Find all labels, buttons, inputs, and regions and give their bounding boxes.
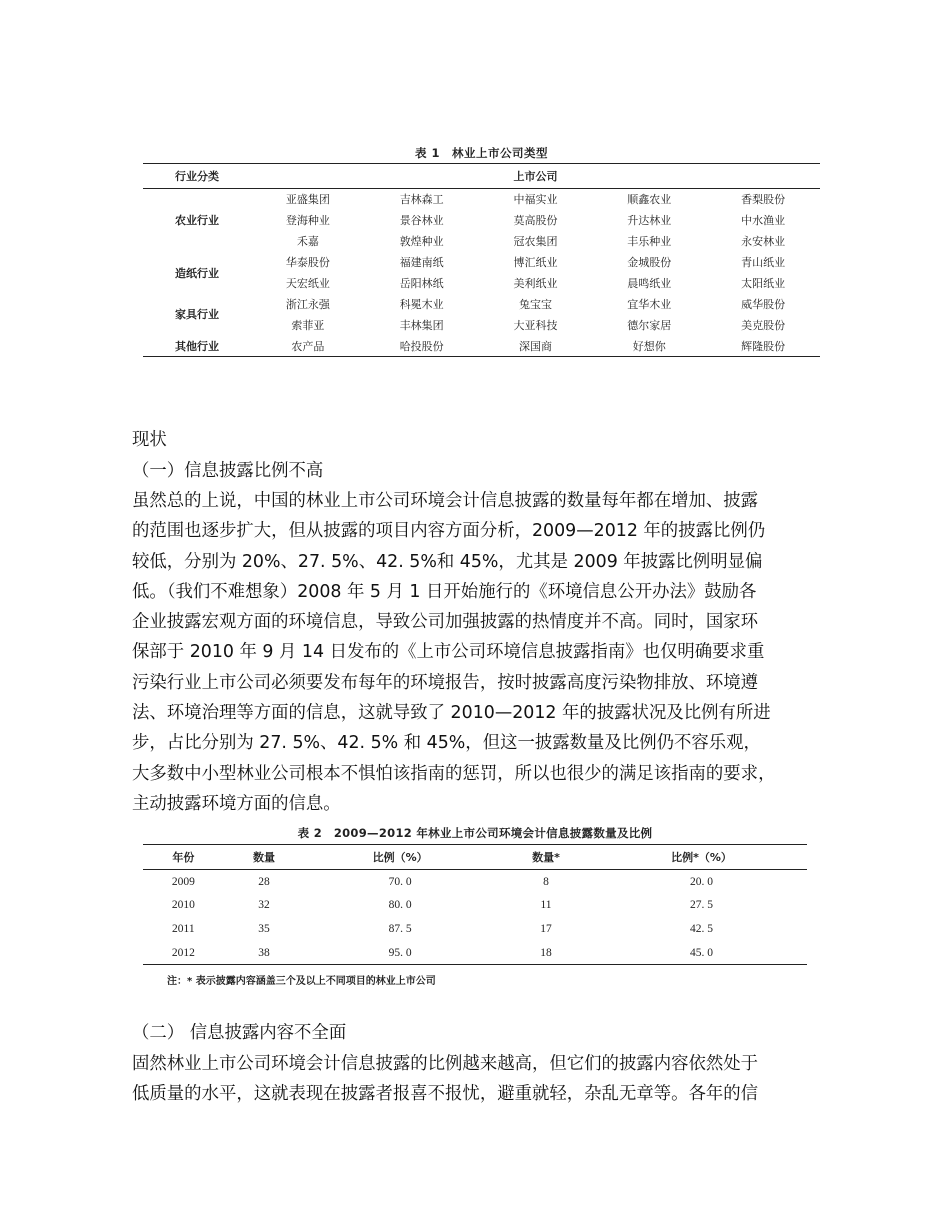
table-cell: 28 [258, 875, 270, 888]
table-row [143, 917, 807, 941]
table-cell: 80. 0 [388, 899, 412, 912]
table-row [143, 189, 820, 210]
text-line: 主动披露环境方面的信息。 [132, 793, 341, 814]
table-cell: 70. 0 [388, 875, 412, 888]
company-cell: 青山纸业 [741, 256, 786, 270]
company-cell: 美利纸业 [513, 277, 558, 290]
table-row [143, 894, 807, 918]
table-row [143, 252, 820, 273]
company-cell: 农产品 [251, 335, 365, 356]
company-cell: 华泰股份 [285, 256, 330, 270]
table-2-header-ratio-star: 比例*（%） [596, 845, 807, 870]
table-cell: 32 [258, 899, 270, 912]
company-cell: 深国商 [479, 335, 593, 356]
company-cell: 登海种业 [285, 214, 330, 228]
company-cell: 福建南纸 [399, 256, 444, 270]
table-row [143, 293, 820, 314]
table-cell: 35 [258, 922, 270, 935]
table-cell: 2011 [172, 922, 195, 935]
company-cell: 哈投股份 [365, 335, 479, 356]
company-cell: 顺鑫农业 [627, 193, 672, 207]
table-cell: 2009 [171, 875, 195, 888]
table-cell: 95. 0 [304, 941, 496, 965]
company-cell: 博汇纸业 [513, 256, 558, 270]
table-cell: 27. 5 [690, 899, 713, 912]
table-1-header-companies: 上市公司 [251, 164, 820, 189]
table-cell: 2010 [171, 899, 195, 912]
text-line: 企业披露宏观方面的环境信息，导致公司加强披露的热情度并不高。同时，国家环 [132, 612, 759, 633]
category-cell: 造纸行业 [175, 266, 219, 280]
text-line: 低。（我们不难想象）2008 年 5 月 1 日开始施行的《环境信息公开办法》鼓励各 [132, 581, 757, 602]
table-cell: 8 [543, 875, 549, 888]
table-2-grid [143, 844, 807, 965]
table-2-header-ratio: 比例（%） [304, 845, 496, 870]
company-cell: 永安林业 [741, 235, 786, 249]
table-cell: 45. 0 [596, 941, 807, 965]
table-cell: 11 [540, 899, 552, 912]
text-line: 大多数中小型林业公司根本不惧怕该指南的惩罚，所以也很少的满足该指南的要求， [132, 763, 776, 784]
table-cell: 17 [540, 922, 552, 935]
table-cell: 87. 5 [388, 922, 412, 935]
text-line: 法、环境治理等方面的信息，这就导致了 2010—2012 年的披露状况及比例有所进 [132, 703, 771, 724]
company-cell: 吉林森工 [399, 193, 444, 207]
paragraph-2 [132, 1049, 832, 1110]
company-cell: 亚盛集团 [285, 193, 330, 207]
company-cell: 德尔家居 [627, 318, 672, 332]
table-cell: 42. 5 [690, 922, 713, 935]
company-cell: 大亚科技 [513, 318, 558, 332]
subheading-2: （二） 信息披露内容不全面 [132, 1023, 347, 1043]
table-row [143, 870, 807, 894]
category-cell: 其他行业 [143, 335, 251, 356]
table-2 [143, 822, 807, 987]
company-cell: 丰林集团 [399, 318, 444, 332]
table-cell: 18 [496, 941, 596, 965]
table-2-header-count: 数量 [224, 845, 305, 870]
company-cell: 中水渔业 [741, 214, 786, 228]
company-cell: 晨鸣纸业 [627, 277, 672, 290]
company-cell: 莫高股份 [513, 214, 558, 228]
text-line: 固然林业上市公司环境会计信息披露的比例越来越高，但它们的披露内容依然处于 [132, 1054, 759, 1074]
table-cell: 38 [224, 941, 305, 965]
company-cell: 金城股份 [627, 256, 672, 270]
text-line: 虽然总的上说，中国的林业上市公司环境会计信息披露的数量每年都在增加、披露 [132, 491, 759, 511]
text-line: 步，占比分别为 27. 5%、42. 5% 和 45%，但这一披露数量及比例仍不容乐观， [132, 733, 761, 754]
company-cell: 兔宝宝 [518, 297, 552, 311]
company-cell: 香梨股份 [741, 193, 786, 207]
table-2-caption: 表 2 2009—2012 年林业上市公司环境会计信息披露数量及比例 [297, 826, 653, 840]
table-1-caption: 表 1 林业上市公司类型 [414, 146, 548, 160]
company-cell: 天宏纸业 [285, 277, 330, 290]
subheading-1: （一）信息披露比例不高 [132, 461, 324, 481]
company-cell: 宜华木业 [627, 297, 672, 311]
company-cell: 升达林业 [627, 214, 672, 228]
company-cell: 岳阳林纸 [399, 277, 444, 290]
table-row [143, 335, 820, 356]
company-cell: 丰乐种业 [627, 235, 672, 249]
category-cell: 家具行业 [175, 308, 219, 322]
company-cell: 美克股份 [741, 318, 786, 332]
table-cell: 20. 0 [690, 875, 713, 888]
category-cell: 农业行业 [175, 214, 219, 228]
text-line: 低质量的水平，这就表现在披露者报喜不报忧，避重就轻，杂乱无章等。各年的信 [132, 1084, 759, 1105]
company-cell: 辉隆股份 [706, 335, 820, 356]
table-row [143, 941, 807, 965]
text-line: 污染行业上市公司必须要发布每年的环境报告，按时披露高度污染物排放、环境遵 [132, 672, 759, 693]
company-cell: 好想你 [592, 335, 706, 356]
table-2-header-year: 年份 [143, 845, 224, 870]
table-1-header-category: 行业分类 [143, 164, 251, 189]
text-line: 较低，分别为 20%、27. 5%、42. 5%和 45%，尤其是 2009 年披露比例明显偏 [132, 551, 763, 572]
company-cell: 科冕木业 [399, 297, 444, 311]
paragraph-1 [132, 486, 832, 819]
company-cell: 太阳纸业 [741, 277, 786, 290]
company-cell: 索菲亚 [291, 318, 325, 332]
text-line: 保部于 2010 年 9 月 14 日发布的《上市公司环境信息披露指南》也仅明确要求重 [132, 642, 765, 663]
table-1-grid [143, 163, 820, 357]
table-cell: 2012 [143, 941, 224, 965]
company-cell: 浙江永强 [285, 297, 330, 311]
company-cell: 冠农集团 [513, 235, 558, 249]
section-heading: 现状 [132, 430, 167, 450]
table-1 [143, 143, 820, 357]
company-cell: 禾嘉 [296, 235, 319, 249]
table-2-header-count-star: 数量* [496, 845, 596, 870]
company-cell: 景谷林业 [399, 214, 444, 228]
company-cell: 中福实业 [513, 193, 558, 207]
table-2-note: 注：* 表示披露内容涵盖三个及以上不同项目的林业上市公司 [167, 976, 436, 988]
company-cell: 敦煌种业 [399, 235, 444, 249]
company-cell: 威华股份 [741, 297, 786, 311]
text-line: 的范围也逐步扩大，但从披露的项目内容方面分析，2009—2012 年的披露比例仍 [132, 521, 766, 542]
